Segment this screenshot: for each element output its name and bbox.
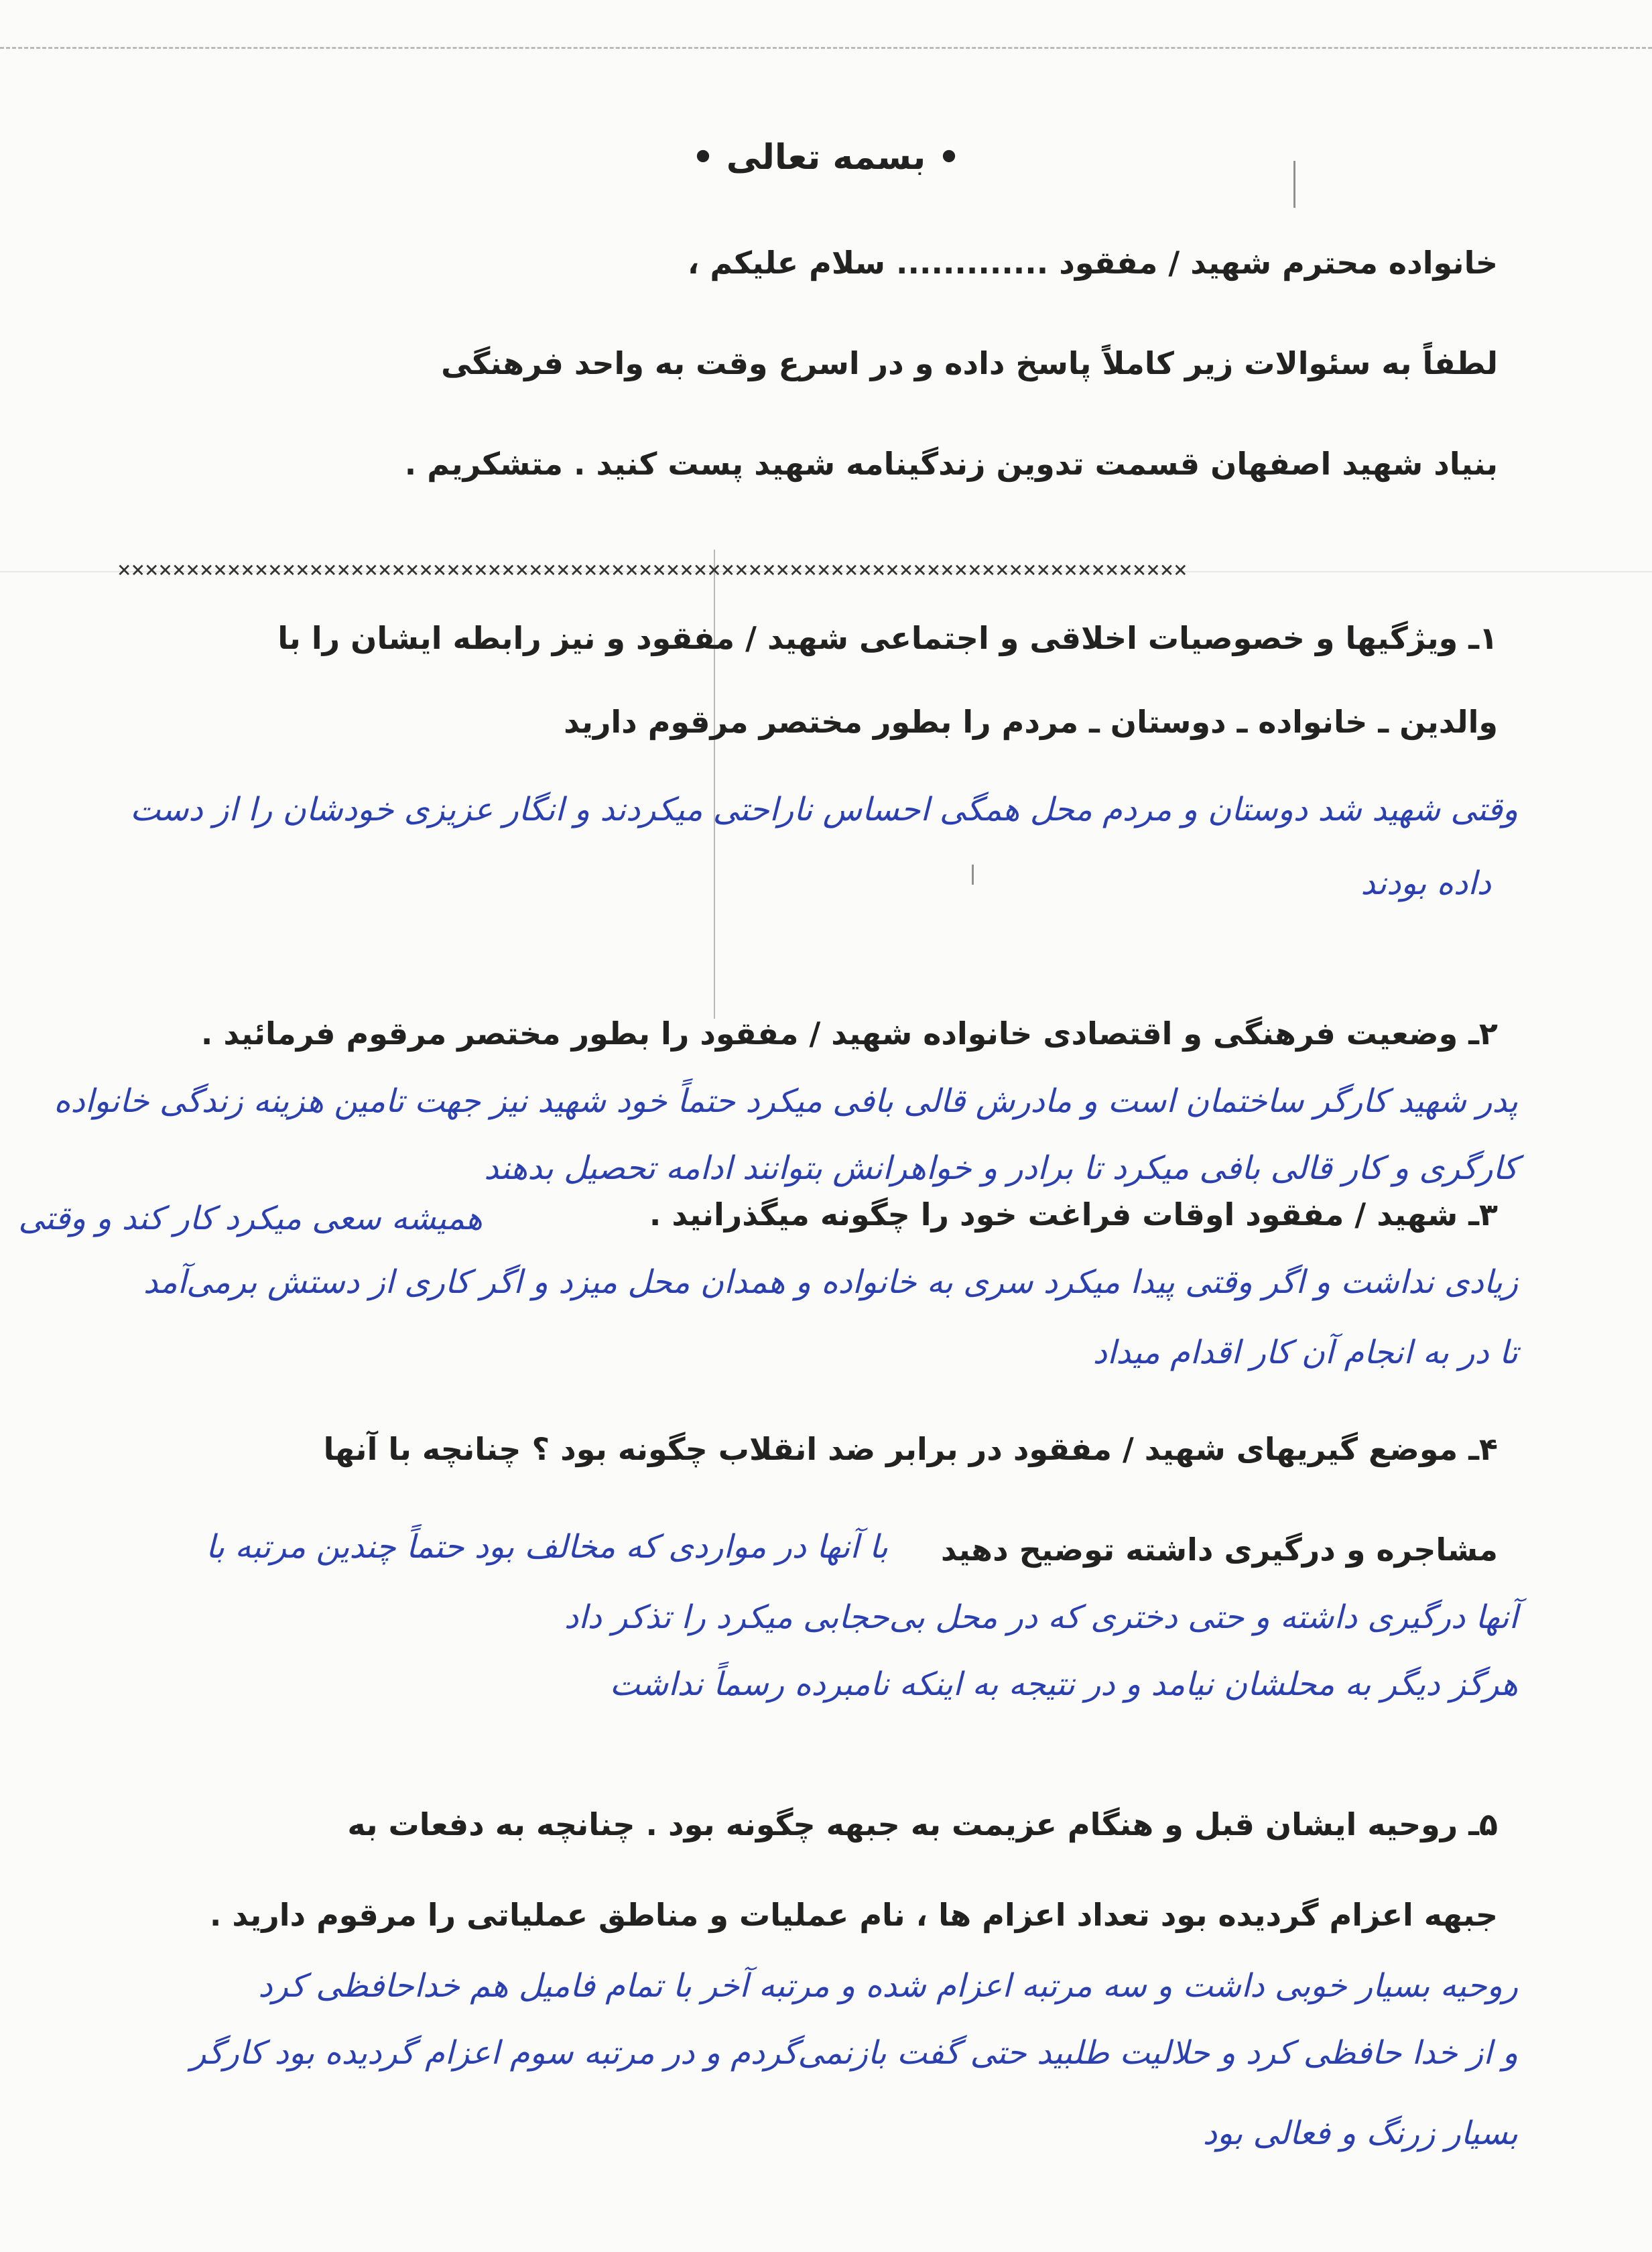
answer-1-line-2: داده بودند [1360,865,1491,902]
question-1-line-1: ۱ـ ویژگیها و خصوصیات اخلاقی و اجتماعی شهید / مفقود و نیز رابطه ایشان را با [277,620,1498,656]
question-3-line-1: ۳ـ شهید / مفقود اوقات فراغت خود را چگونه میگذرانید . [649,1196,1498,1233]
answer-3-line-1: همیشه سعی میکرد کار کند و وقتی [18,1200,483,1237]
question-1-line-2: والدین ـ خانواده ـ دوستان ـ مردم را بطور مختصر مرقوم دارید [564,704,1498,740]
answer-5-line-3: بسیار زرنگ و فعالی بود [1202,2115,1518,2152]
answer-4-line-2: آنها درگیری داشته و حتی دختری که در محل بی‌حجابی میکرد را تذکر داد [564,1599,1518,1636]
separator-line: ×××××××××××××××××××××××××××××××××××××××××××××××××××××××××××××××××××××××××××××× [117,556,1188,583]
question-4-line-2: مشاجره و درگیری داشته توضیح دهید [940,1531,1498,1568]
question-5-line-2: جبهه اعزام گردیده بود تعداد اعزام ها ، نام عملیات و مناطق عملیاتی را مرقوم دارید . [209,1897,1498,1933]
answer-2-line-2: کارگری و کار قالی بافی میکرد تا برادر و خواهرانش بتوانند ادامه تحصیل بدهند [484,1149,1518,1187]
answer-4-line-3: هرگز دیگر به محلشان نیامد و در نتیجه به اینکه نامبرده رسماً نداشت [609,1666,1518,1703]
intro-line-1: خانواده محترم شهید / مفقود ............. سلام علیکم ، [687,245,1498,281]
answer-5-line-1: روحیه بسیار خوبی داشت و سه مرتبه اعزام شده و مرتبه آخر با تمام فامیل هم خداحافظی کرد [258,1967,1518,2005]
question-5-line-1: ۵ـ روحیه ایشان قبل و هنگام عزیمت به جبهه چگونه بود . چنانچه به دفعات به [347,1806,1498,1842]
question-2-line-1: ۲ـ وضعیت فرهنگی و اقتصادی خانواده شهید / مفقود را بطور مختصر مرقوم فرمائید . [200,1015,1498,1052]
intro-line-3: بنیاد شهید اصفهان قسمت تدوین زندگینامه شهید پست کنید . متشکریم . [404,446,1498,482]
answer-3-line-3: تا در به انجام آن کار اقدام میداد [1092,1334,1518,1371]
document-title: • بسمه تعالی • [692,137,960,178]
answer-2-line-1: پدر شهید کارگر ساختمان است و مادرش قالی بافی میکرد حتماً خود شهید نیز جهت تامین هزینه زندگی خانواده [54,1082,1518,1120]
top-border-dashes [0,47,1652,49]
answer-3-line-2: زیادی نداشت و اگر وقتی پیدا میکرد سری به خانواده و همدان محل میزد و اگر کاری از دستش برمی‌آمد [143,1263,1518,1301]
answer-5-line-2: و از خدا حافظی کرد و حلالیت طلبید حتی گفت بازنمی‌گردم و در مرتبه سوم اعزام گردیده بود کارگر [190,2034,1518,2072]
answer-4-line-1: با آنها در مواردی که مخالف بود حتماً چندین مرتبه با [206,1528,888,1566]
answer-1-line-1: وقتی شهید شد دوستان و مردم محل همگی احساس ناراحتی میکردند و انگار عزیزی خودشان را از دست [130,791,1518,828]
question-4-line-1: ۴ـ موضع گیریهای شهید / مفقود در برابر ضد انقلاب چگونه بود ؟ چنانچه با آنها [323,1431,1498,1467]
intro-line-2: لطفاً به سئوالات زیر کاملاً پاسخ داده و در اسرع وقت به واحد فرهنگی [441,345,1498,381]
